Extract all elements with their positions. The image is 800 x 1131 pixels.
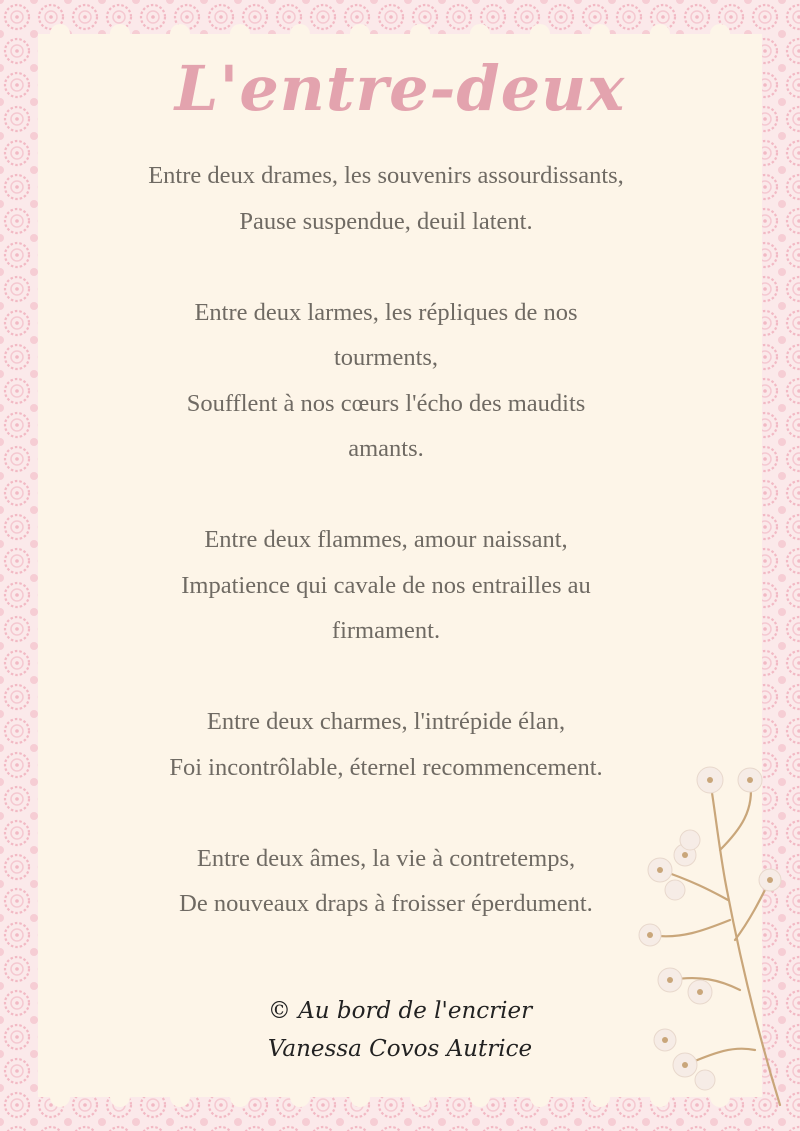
poem-line: Entre deux larmes, les répliques de nos bbox=[194, 298, 578, 326]
poem-line: amants. bbox=[348, 435, 424, 462]
stanza bbox=[100, 290, 672, 472]
stanza bbox=[100, 517, 672, 654]
poem-line: Entre deux charmes, l'intrépide élan, bbox=[206, 708, 566, 735]
poem-body bbox=[100, 153, 672, 972]
poem-line: Entre deux drames, les souvenirs assourdissants, bbox=[148, 162, 624, 189]
poem-line: Impatience qui cavale de nos entrailles au bbox=[181, 571, 591, 599]
poem-line: De nouveaux draps à froisser éperdument. bbox=[179, 890, 593, 917]
copyright-line: © Au bord de l'encrier bbox=[267, 998, 533, 1024]
poem-line: tourments, bbox=[333, 344, 439, 371]
poem-line: Foi incontrôlable, éternel recommencement. bbox=[169, 753, 603, 781]
poem-line: Entre deux flammes, amour naissant, bbox=[204, 526, 568, 553]
signature bbox=[0, 992, 800, 1068]
poem-line: firmament. bbox=[331, 617, 441, 644]
poem-line: Pause suspendue, deuil latent. bbox=[239, 207, 533, 235]
stanza bbox=[100, 699, 672, 790]
poem-line: Entre deux âmes, la vie à contretemps, bbox=[196, 844, 576, 872]
poem-title: L'entre-deux bbox=[174, 52, 626, 125]
stanza bbox=[100, 836, 672, 927]
stanza bbox=[100, 153, 672, 244]
poem-line: Soufflent à nos cœurs l'écho des maudits bbox=[186, 389, 586, 417]
author-line: Vanessa Covos Autrice bbox=[267, 1036, 533, 1062]
